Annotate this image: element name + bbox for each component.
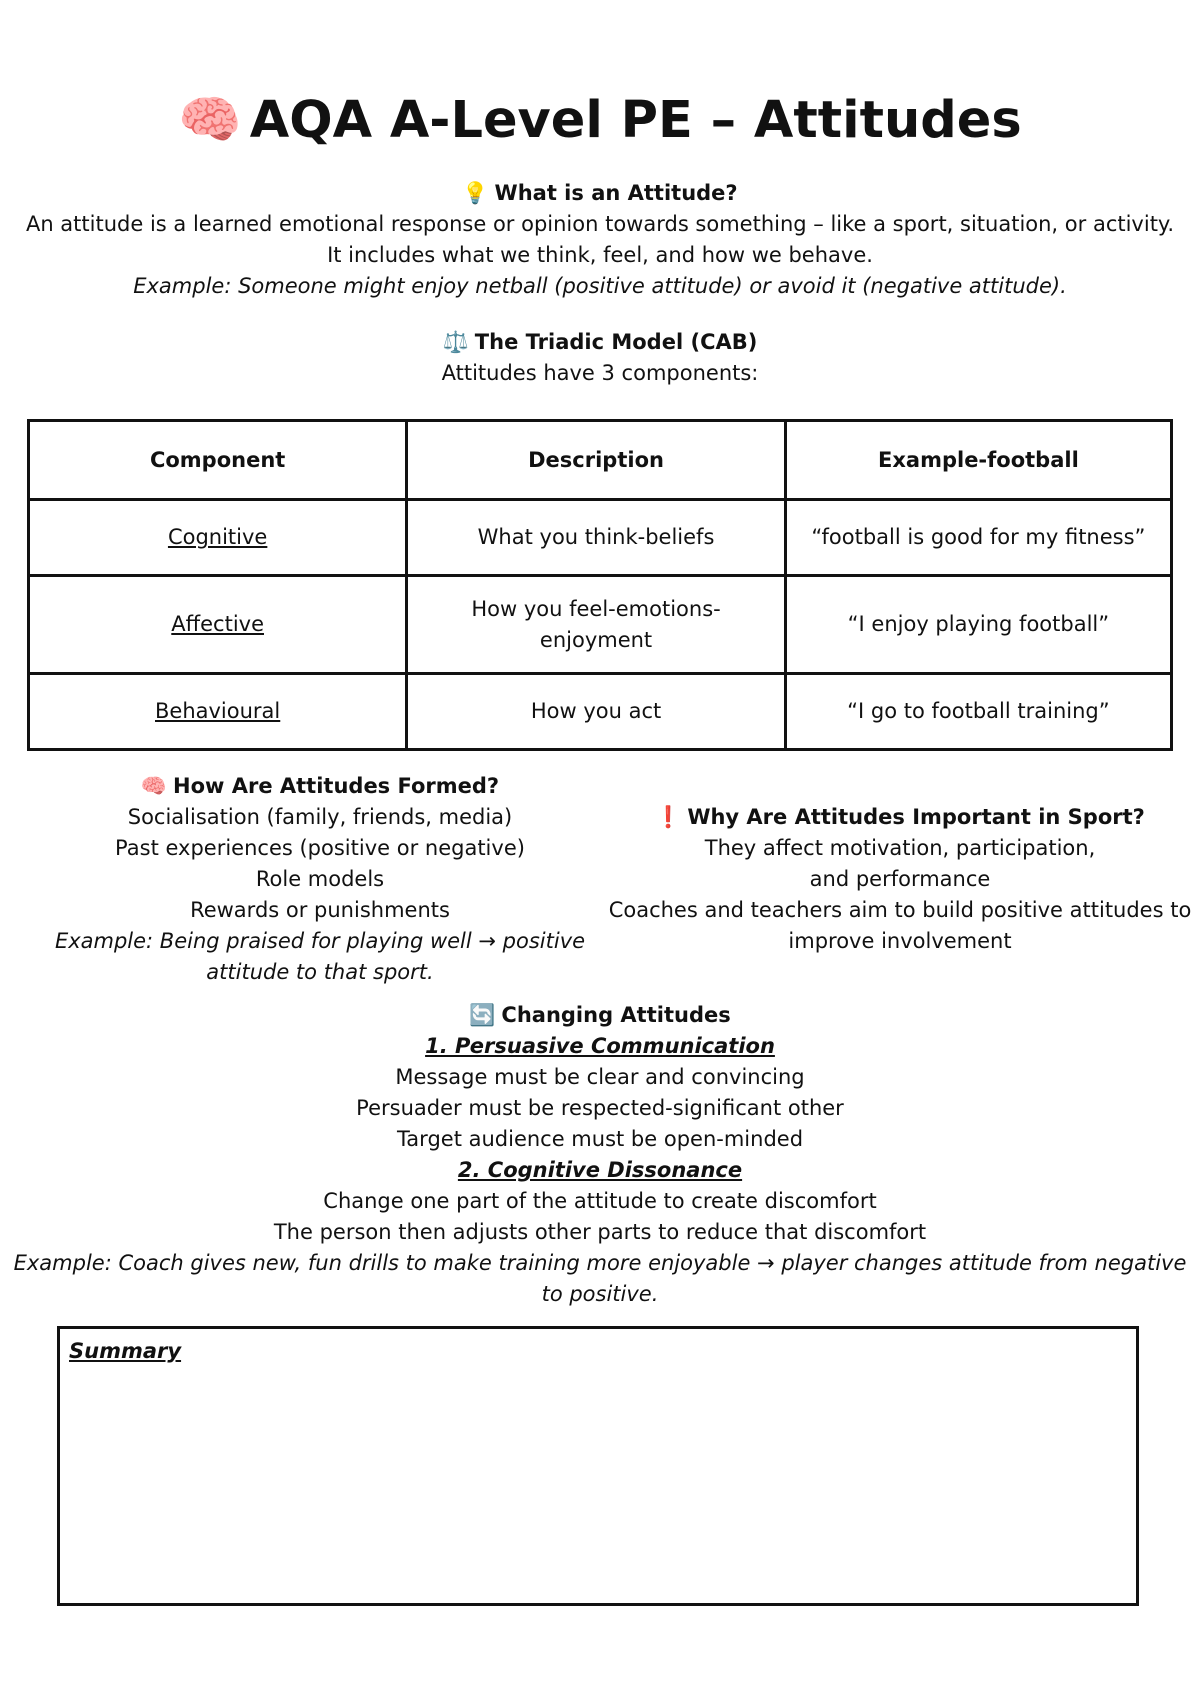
summary-box[interactable] xyxy=(57,1326,1139,1606)
important-heading-text: Why Are Attitudes Important in Sport? xyxy=(687,805,1145,829)
table-header-component: Component xyxy=(29,421,407,500)
changing-example-line-2: to positive. xyxy=(541,1282,659,1306)
formed-heading-text: How Are Attitudes Formed? xyxy=(173,774,500,798)
table-cell-component: Affective xyxy=(29,576,407,674)
what-is-line-2: It includes what we think, feel, and how we behave. xyxy=(327,243,873,267)
list-item: Message must be clear and convincing xyxy=(395,1065,805,1089)
changing-heading-text: Changing Attitudes xyxy=(501,1003,731,1027)
important-line-1: They affect motivation, participation, and performance xyxy=(704,836,1096,891)
list-item: Past experiences (positive or negative) xyxy=(115,836,525,860)
table-cell-component: Cognitive xyxy=(29,500,407,576)
formed-section xyxy=(40,771,600,988)
table-row xyxy=(29,576,1172,674)
list-item: Change one part of the attitude to create discomfort xyxy=(323,1189,877,1213)
table-cell-description: How you act xyxy=(407,674,786,750)
cab-table xyxy=(27,419,1173,751)
formed-example: Example: Being praised for playing well → positive attitude to that sport. xyxy=(54,929,586,984)
table-row xyxy=(29,674,1172,750)
table-row xyxy=(29,500,1172,576)
scales-icon: ⚖️ xyxy=(442,330,469,354)
list-item: Socialisation (family, friends, media) xyxy=(127,805,513,829)
what-is-example: Example: Someone might enjoy netball (positive attitude) or avoid it (negative attitude). xyxy=(133,274,1067,298)
list-item: Persuader must be respected-significant other xyxy=(356,1096,844,1120)
lightbulb-icon: 💡 xyxy=(462,181,489,205)
changing-example-line-1: Example: Coach gives new, fun drills to make training more enjoyable → player changes attitude from negative xyxy=(13,1251,1187,1275)
changing-section xyxy=(0,1000,1200,1310)
page-title xyxy=(0,86,1200,156)
changing-heading xyxy=(0,1000,1200,1031)
list-item: Role models xyxy=(255,867,385,891)
important-line-2: Coaches and teachers aim to build positive attitudes to improve involvement xyxy=(608,898,1192,953)
brain-icon: 🧠 xyxy=(140,774,168,798)
important-section xyxy=(608,802,1192,957)
triadic-intro: Attitudes have 3 components: xyxy=(441,361,759,385)
summary-label: Summary xyxy=(69,1339,182,1363)
table-cell-component: Behavioural xyxy=(29,674,407,750)
list-item: Rewards or punishments xyxy=(190,898,450,922)
triadic-heading-text: The Triadic Model (CAB) xyxy=(474,330,758,354)
what-is-heading-text: What is an Attitude? xyxy=(494,181,738,205)
table-cell-example: “I enjoy playing football” xyxy=(785,576,1171,674)
table-header-example: Example-football xyxy=(785,421,1171,500)
page-title-text: AQA A-Level PE – Attitudes xyxy=(249,91,1022,150)
what-is-heading xyxy=(0,178,1200,209)
persuasive-communication-heading: 1. Persuasive Communication xyxy=(425,1034,775,1058)
brain-icon: 🧠 xyxy=(178,91,242,150)
exclamation-icon: ❗ xyxy=(655,805,682,829)
table-header-row xyxy=(29,421,1172,500)
triadic-section xyxy=(0,327,1200,389)
formed-heading xyxy=(40,771,600,802)
table-cell-description: How you feel-emotions-enjoyment xyxy=(407,576,786,674)
what-is-section xyxy=(0,178,1200,302)
triadic-heading xyxy=(0,327,1200,358)
table-cell-description: What you think-beliefs xyxy=(407,500,786,576)
list-item: The person then adjusts other parts to reduce that discomfort xyxy=(273,1220,927,1244)
list-item: Target audience must be open-minded xyxy=(396,1127,804,1151)
important-heading xyxy=(608,802,1192,833)
table-header-description: Description xyxy=(407,421,786,500)
refresh-icon: 🔄 xyxy=(469,1003,496,1027)
table-cell-example: “I go to football training” xyxy=(785,674,1171,750)
table-cell-example: “football is good for my fitness” xyxy=(785,500,1171,576)
cognitive-dissonance-heading: 2. Cognitive Dissonance xyxy=(457,1158,743,1182)
what-is-line-1: An attitude is a learned emotional response or opinion towards something – like a sport, situation, or activity. xyxy=(25,212,1175,236)
